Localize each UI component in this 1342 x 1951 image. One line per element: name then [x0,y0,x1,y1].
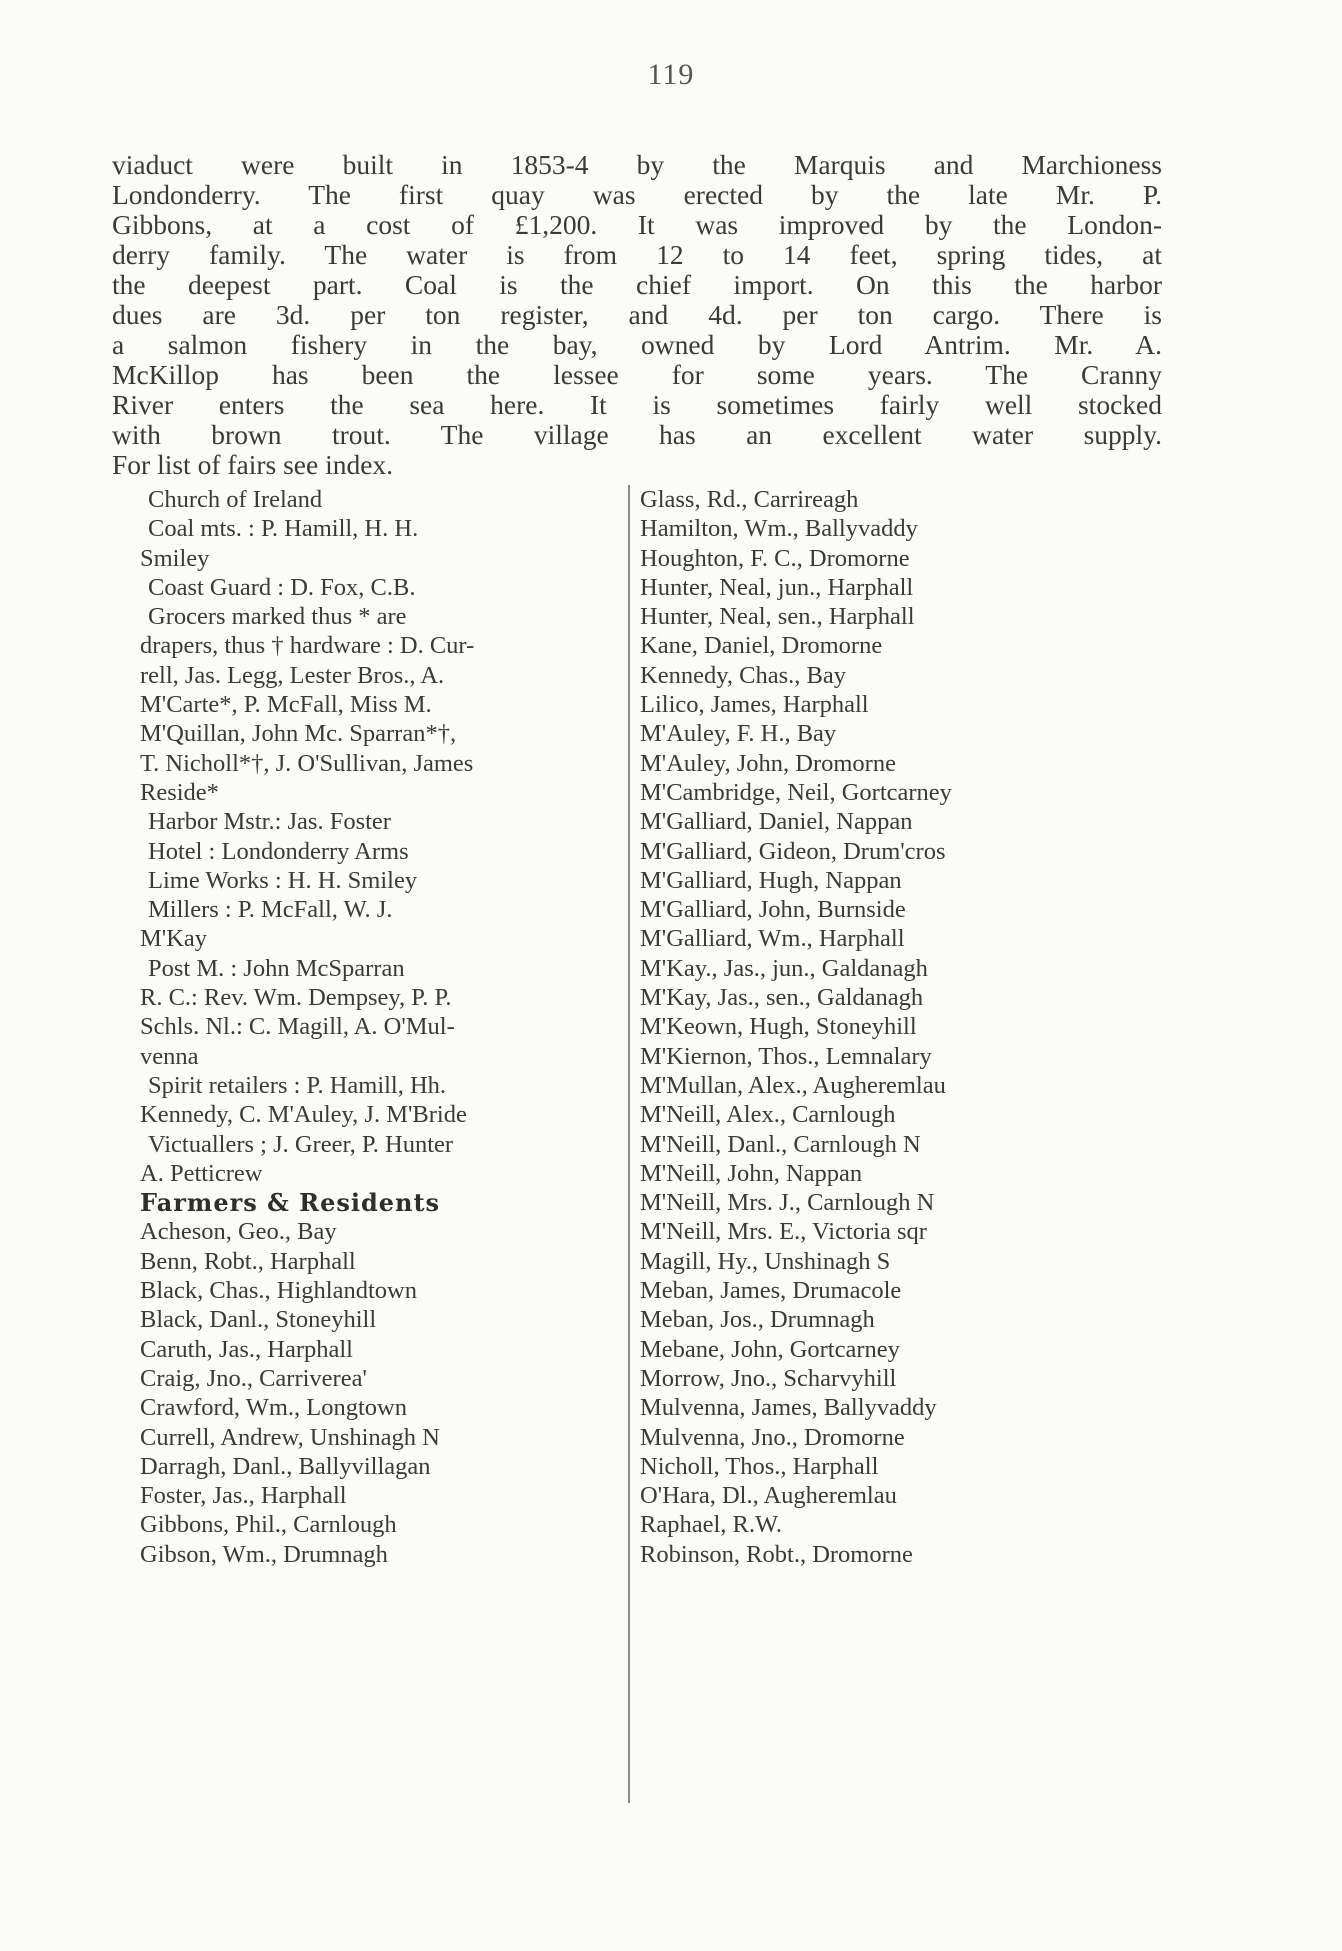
directory-entry: M'Quillan, John Mc. Sparran*†, [140,720,457,748]
intro-line: derry family. The water is from 12 to 14 feet, spring tides, at [112,239,1162,270]
resident-entry: Kennedy, Chas., Bay [640,661,846,689]
resident-entry: Gibson, Wm., Drumnagh [140,1540,388,1568]
resident-entry: M'Galliard, John, Burnside [640,896,906,924]
intro-line: viaduct were built in 1853-4 by the Marquis and Marchioness [112,149,1162,180]
resident-entry: Benn, Robt., Harphall [140,1247,356,1275]
directory-entry: R. C.: Rev. Wm. Dempsey, P. P. [140,984,452,1012]
directory-entry: Millers : P. McFall, W. J. [148,896,393,924]
resident-entry: M'Kay., Jas., jun., Galdanagh [640,954,928,982]
directory-right-column [640,485,1180,1569]
directory-entry: Post M. : John McSparran [148,954,405,982]
intro-line: a salmon fishery in the bay, owned by Lord Antrim. Mr. A. [112,329,1162,360]
resident-entry: M'Galliard, Gideon, Drum'cros [640,837,946,865]
resident-entry: M'Mullan, Alex., Augheremlau [640,1071,946,1099]
resident-entry: M'Kay, Jas., sen., Galdanagh [640,984,924,1012]
resident-entry: M'Auley, F. H., Bay [640,720,837,748]
resident-entry: Caruth, Jas., Harphall [140,1335,353,1363]
resident-entry: M'Keown, Hugh, Stoneyhill [640,1013,917,1041]
resident-entry: Crawford, Wm., Longtown [140,1394,407,1422]
directory-entry: Coast Guard : D. Fox, C.B. [148,573,416,601]
directory-entry: Church of Ireland [148,486,323,513]
resident-entry: Nicholl, Thos., Harphall [640,1452,879,1480]
directory-entry: M'Kay [140,925,208,953]
intro-line: the deepest part. Coal is the chief import. On this the harbor [112,269,1162,300]
resident-entry: M'Neill, John, Nappan [640,1159,863,1187]
resident-entry: Mulvenna, James, Ballyvaddy [640,1394,937,1422]
column-divider [628,485,630,1803]
directory-entry: Schls. Nl.: C. Magill, A. O'Mul- [140,1013,455,1041]
resident-entry: Mebane, John, Gortcarney [640,1335,900,1363]
page-number: 119 [647,58,695,91]
resident-entry: M'Neill, Danl., Carnlough N [640,1130,921,1158]
resident-entry: Magill, Hy., Unshinagh S [640,1247,891,1275]
directory-entry: Victuallers ; J. Greer, P. Hunter [148,1130,454,1158]
resident-entry: Black, Chas., Highlandtown [140,1277,417,1305]
resident-entry: O'Hara, Dl., Augheremlau [640,1482,897,1510]
resident-entry: Foster, Jas., Harphall [140,1482,347,1510]
residents-heading: Farmers & Residents [140,1188,441,1218]
resident-entry: M'Galliard, Wm., Harphall [640,925,905,953]
intro-paragraph [112,150,1162,480]
resident-entry: M'Neill, Mrs. J., Carnlough N [640,1189,935,1217]
directory-entry: Harbor Mstr.: Jas. Foster [148,808,391,836]
intro-line: River enters the sea here. It is sometimes fairly well stocked [112,389,1162,420]
resident-entry: M'Galliard, Daniel, Nappan [640,808,913,836]
directory-entry: Grocers marked thus * are [148,603,407,631]
resident-entry: Meban, Jos., Drumnagh [640,1306,875,1334]
directory-entry: T. Nicholl*†, J. O'Sullivan, James [140,749,474,777]
intro-line: For list of fairs see index. [112,449,394,480]
intro-line: dues are 3d. per ton register, and 4d. per ton cargo. There is [112,299,1162,330]
resident-entry: M'Kiernon, Thos., Lemnalary [640,1042,932,1070]
resident-entry: Hamilton, Wm., Ballyvaddy [640,515,918,543]
directory-entry: Kennedy, C. M'Auley, J. M'Bride [140,1101,467,1129]
resident-entry: Morrow, Jno., Scharvyhill [640,1364,897,1392]
resident-entry: Gibbons, Phil., Carnlough [140,1511,397,1539]
directory-entry: Lime Works : H. H. Smiley [148,866,418,894]
directory-entry: Smiley [140,544,210,572]
resident-entry: M'Cambridge, Neil, Gortcarney [640,778,952,806]
resident-entry: Acheson, Geo., Bay [140,1218,337,1246]
resident-entry: Kane, Daniel, Dromorne [640,632,883,660]
directory-entry: venna [140,1042,199,1070]
resident-entry: Black, Danl., Stoneyhill [140,1306,377,1334]
intro-line: McKillop has been the lessee for some years. The Cranny [112,359,1162,390]
directory-left-column [140,485,615,1569]
resident-entry: Houghton, F. C., Dromorne [640,544,910,572]
intro-line: Gibbons, at a cost of £1,200. It was improved by the London- [112,209,1162,240]
directory-entry: Coal mts. : P. Hamill, H. H. [148,515,419,543]
directory-entry: Reside* [140,778,219,806]
resident-entry: M'Neill, Mrs. E., Victoria sqr [640,1218,927,1246]
resident-entry: M'Auley, John, Dromorne [640,749,896,777]
resident-entry: Lilico, James, Harphall [640,691,869,719]
directory-entry: rell, Jas. Legg, Lester Bros., A. [140,661,445,689]
directory-entry: A. Petticrew [140,1159,263,1187]
resident-entry: Robinson, Robt., Dromorne [640,1540,913,1568]
resident-entry: Hunter, Neal, sen., Harphall [640,603,915,631]
intro-line: with brown trout. The village has an excellent water supply. [112,419,1162,450]
directory-entry: drapers, thus † hardware : D. Cur- [140,632,475,660]
resident-entry: Currell, Andrew, Unshinagh N [140,1423,440,1451]
resident-entry: Raphael, R.W. [640,1511,782,1539]
directory-entry: M'Carte*, P. McFall, Miss M. [140,691,432,719]
directory-entry: Hotel : Londonderry Arms [148,837,409,865]
resident-entry: Glass, Rd., Carrireagh [640,486,859,513]
resident-entry: M'Neill, Alex., Carnlough [640,1101,896,1129]
resident-entry: Meban, James, Drumacole [640,1277,902,1305]
resident-entry: Mulvenna, Jno., Dromorne [640,1423,905,1451]
resident-entry: Darragh, Danl., Ballyvillagan [140,1452,431,1480]
directory-entry: Spirit retailers : P. Hamill, Hh. [148,1071,447,1099]
resident-entry: M'Galliard, Hugh, Nappan [640,866,902,894]
resident-entry: Craig, Jno., Carriverea' [140,1364,367,1392]
intro-line: Londonderry. The first quay was erected by the late Mr. P. [112,179,1162,210]
resident-entry: Hunter, Neal, jun., Harphall [640,573,914,601]
